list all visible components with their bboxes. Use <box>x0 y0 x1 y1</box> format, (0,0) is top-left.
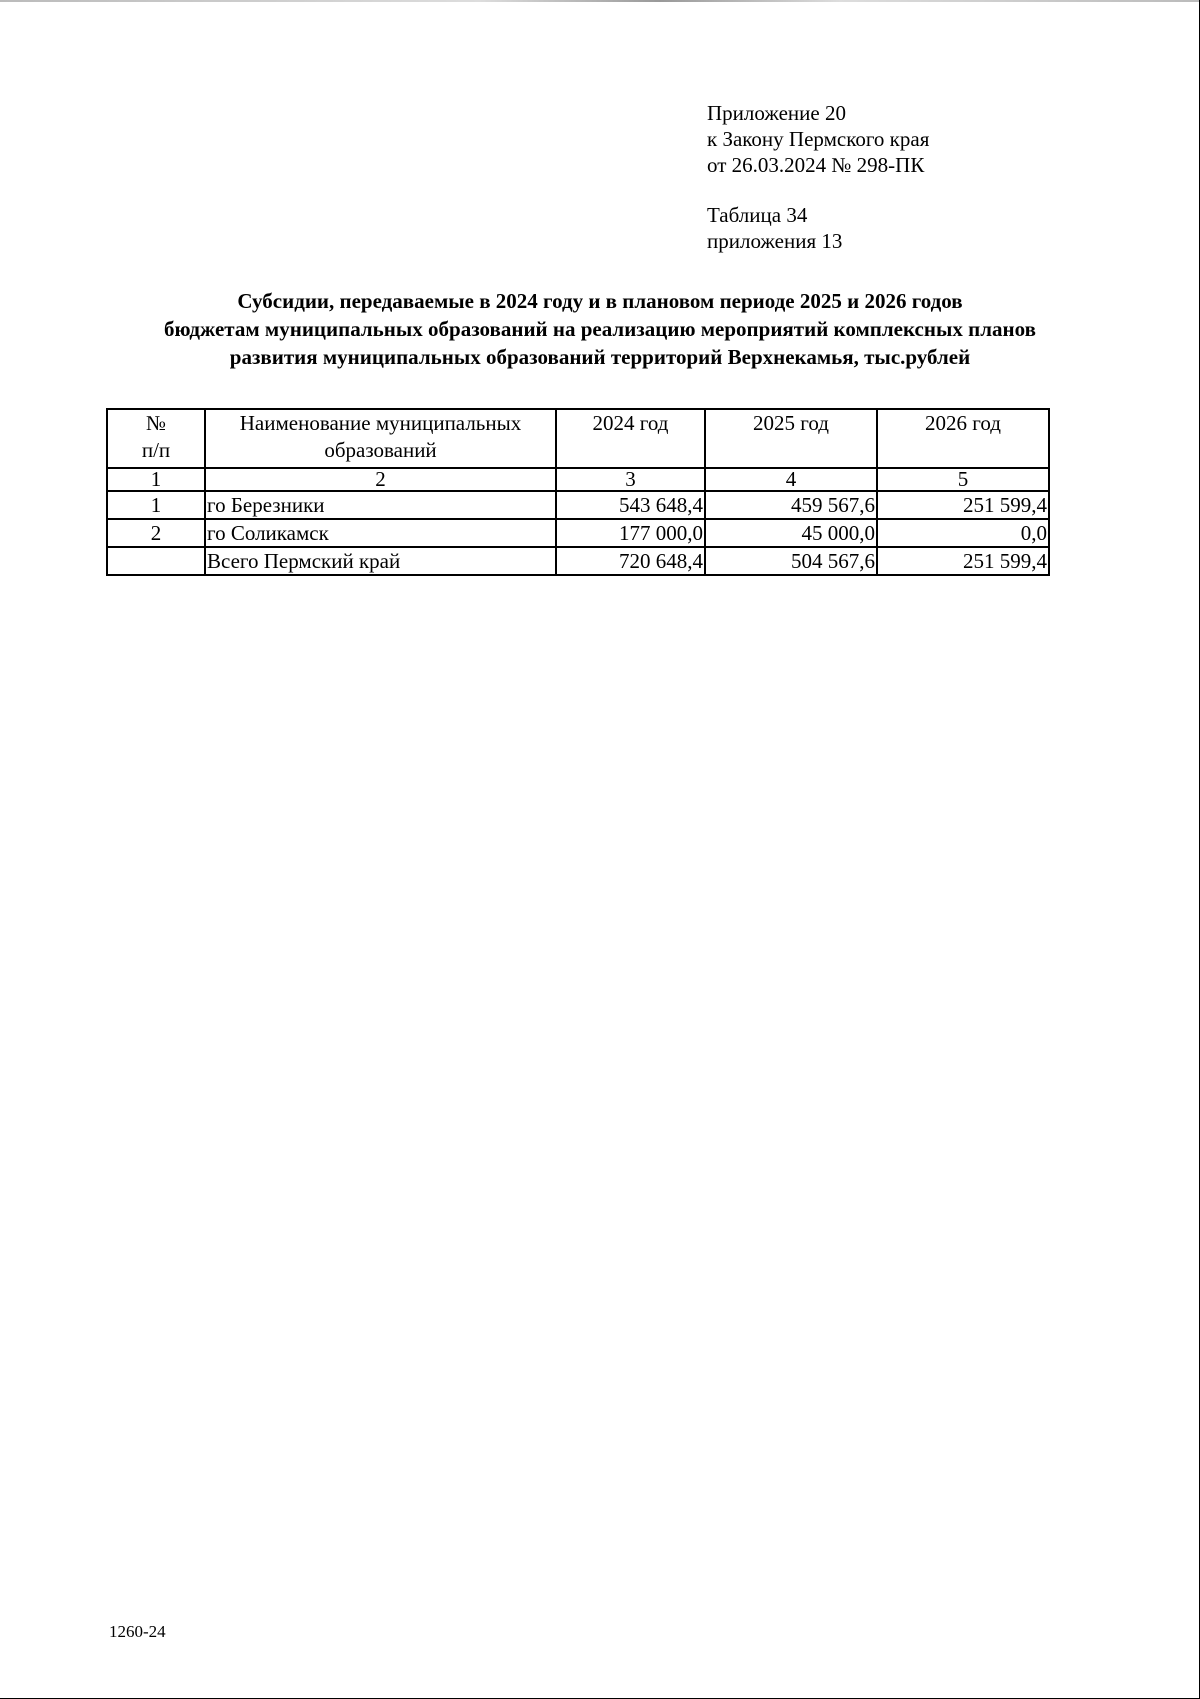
appendix-number: Приложение 20 <box>707 101 846 125</box>
value-2025: 45 000,0 <box>705 519 877 547</box>
total-2026: 251 599,4 <box>877 547 1049 575</box>
value-2024: 177 000,0 <box>556 519 705 547</box>
column-number: 1 <box>107 468 205 491</box>
table-header-row <box>107 409 1049 468</box>
table-row <box>107 491 1049 519</box>
value-2026: 251 599,4 <box>877 491 1049 519</box>
header-num-line-2: п/п <box>141 438 171 462</box>
title-line-2: бюджетам муниципальных образований на реализацию мероприятий комплексных планов <box>164 317 1036 341</box>
table-row <box>107 519 1049 547</box>
row-number: 1 <box>107 491 205 519</box>
column-number: 5 <box>877 468 1049 491</box>
table-appendix-ref: приложения 13 <box>707 229 843 253</box>
law-reference: к Закону Пермского края <box>707 127 930 151</box>
appendix-header <box>707 100 929 254</box>
header-name-line-1: Наименование муниципальных <box>239 411 522 435</box>
table-number: Таблица 34 <box>707 203 808 227</box>
column-number: 3 <box>556 468 705 491</box>
title-line-1: Субсидии, передаваемые в 2024 году и в плановом периоде 2025 и 2026 годов <box>237 289 963 313</box>
header-2024: 2024 год <box>556 409 705 468</box>
column-number: 4 <box>705 468 877 491</box>
total-label: Всего Пермский край <box>205 547 556 575</box>
document-code: 1260-24 <box>109 1622 166 1641</box>
subsidies-table <box>106 408 1050 576</box>
value-2025: 459 567,6 <box>705 491 877 519</box>
document-title <box>100 287 1100 371</box>
header-name-line-2: образований <box>324 438 437 462</box>
header-2026: 2026 год <box>877 409 1049 468</box>
municipality-name: го Соликамск <box>205 519 556 547</box>
total-row <box>107 547 1049 575</box>
law-date-number: от 26.03.2024 № 298-ПК <box>707 153 925 177</box>
value-2026: 0,0 <box>877 519 1049 547</box>
header-num-line-1: № <box>145 411 167 435</box>
municipality-name: го Березники <box>205 491 556 519</box>
value-2024: 543 648,4 <box>556 491 705 519</box>
title-line-3: развития муниципальных образований территорий Верхнекамья, тыс.рублей <box>229 345 971 369</box>
total-2024: 720 648,4 <box>556 547 705 575</box>
header-2025: 2025 год <box>705 409 877 468</box>
scan-top-edge <box>0 0 1200 2</box>
header-num <box>107 409 205 468</box>
row-number: 2 <box>107 519 205 547</box>
total-2025: 504 567,6 <box>705 547 877 575</box>
header-name <box>205 409 556 468</box>
column-number-row <box>107 468 1049 491</box>
column-number: 2 <box>205 468 556 491</box>
row-number <box>107 547 205 575</box>
